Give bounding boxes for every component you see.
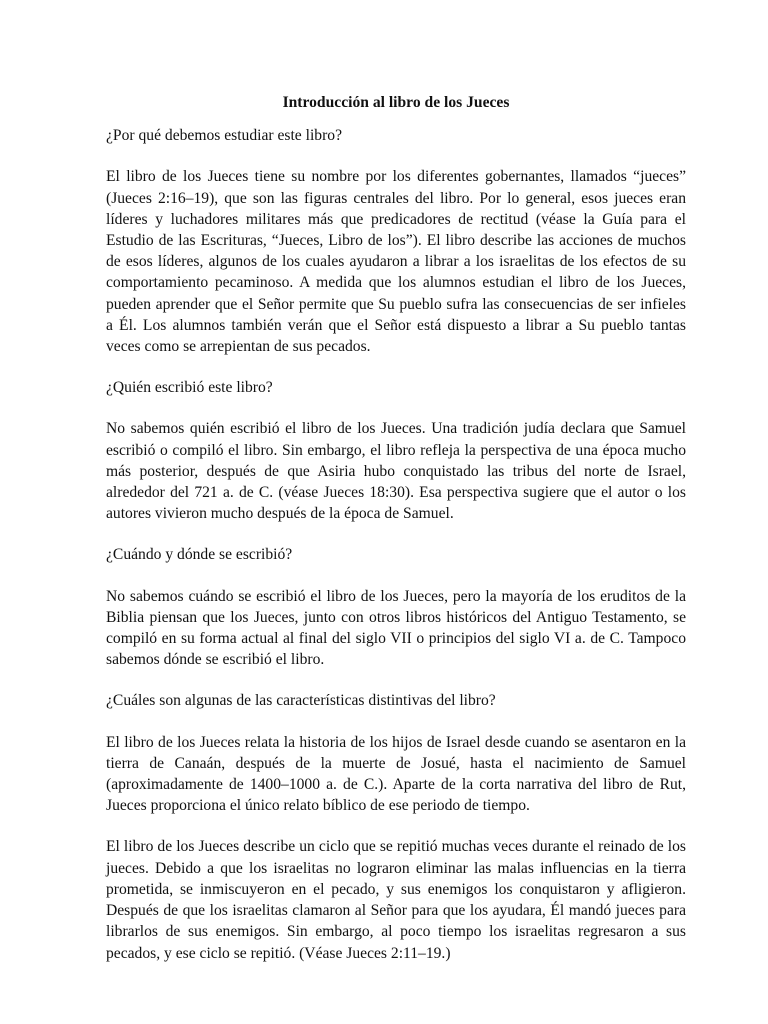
section-heading-distinctive-features: ¿Cuáles son algunas de las características distintivas del libro? <box>106 692 496 710</box>
section-heading-who-wrote: ¿Quién escribió este libro? <box>106 379 273 397</box>
paragraph-when-where: No sabemos cuándo se escribió el libro de los Jueces, pero la mayoría de los eruditos de la Biblia piensan que los Jueces, junto con otros libros históricos del Antiguo Testamento, se compiló en su forma actual al final del siglo VII o principios del siglo VI a. de C. Tampoco sabemos dónde se escribió el libro. <box>106 587 686 669</box>
document-title: Introducción al libro de los Jueces <box>282 94 510 111</box>
document-page <box>106 92 686 984</box>
paragraph-why-study: El libro de los Jueces tiene su nombre por los diferentes gobernantes, llamados “jueces” (Jueces 2:16–19), que son las figuras centrales del libro. Por lo general, esos jueces eran líderes y luchadores militares más que predicadores de rectitud (véase la Guía para el Estudio de las Escrituras, “Jueces, Libro de los”). El libro describe las acciones de muchos de esos líderes, algunos de los cuales ayudaron a librar a los israelitas de los efectos de su comportamiento pecaminoso. A medida que los alumnos estudian el libro de los Jueces, pueden aprender que el Señor permite que Su pueblo sufra las consecuencias de ser infieles a Él. Los alumnos también verán que el Señor está dispuesto a librar a Su pueblo tantas veces como se arrepientan de sus pecados. <box>106 168 686 356</box>
paragraph-distinctive-features-1: El libro de los Jueces relata la historia de los hijos de Israel desde cuando se asentaron en la tierra de Canaán, después de la muerte de Josué, hasta el nacimiento de Samuel (aproximadamente de 1400–1000 a. de C.). Aparte de la corta narrativa del libro de Rut, Jueces proporciona el único relato bíblico de ese periodo de tiempo. <box>106 733 686 815</box>
paragraph-who-wrote: No sabemos quién escribió el libro de los Jueces. Una tradición judía declara que Samuel escribió o compiló el libro. Sin embargo, el libro refleja la perspectiva de una época mucho más posterior, después de que Asiria hubo conquistado las tribus del norte de Israel, alrededor del 721 a. de C. (véase Jueces 18:30). Esa perspectiva sugiere que el autor o los autores vivieron mucho después de la época de Samuel. <box>106 420 686 523</box>
section-heading-why-study: ¿Por qué debemos estudiar este libro? <box>106 127 343 145</box>
paragraph-distinctive-features-2: El libro de los Jueces describe un ciclo que se repitió muchas veces durante el reinado de los jueces. Debido a que los israelitas no lograron eliminar las malas influencias en la tierra prometida, se inmiscuyeron en el pecado, y sus enemigos los conquistaron y afligieron. Después de que los israelitas clamaron al Señor para que los ayudara, Él mandó jueces para librarlos de sus enemigos. Sin embargo, al poco tiempo los israelitas regresaron a sus pecados, y ese ciclo se repitió. (Véase Jueces 2:11–19.) <box>106 838 686 962</box>
section-heading-when-where: ¿Cuándo y dónde se escribió? <box>106 546 293 564</box>
